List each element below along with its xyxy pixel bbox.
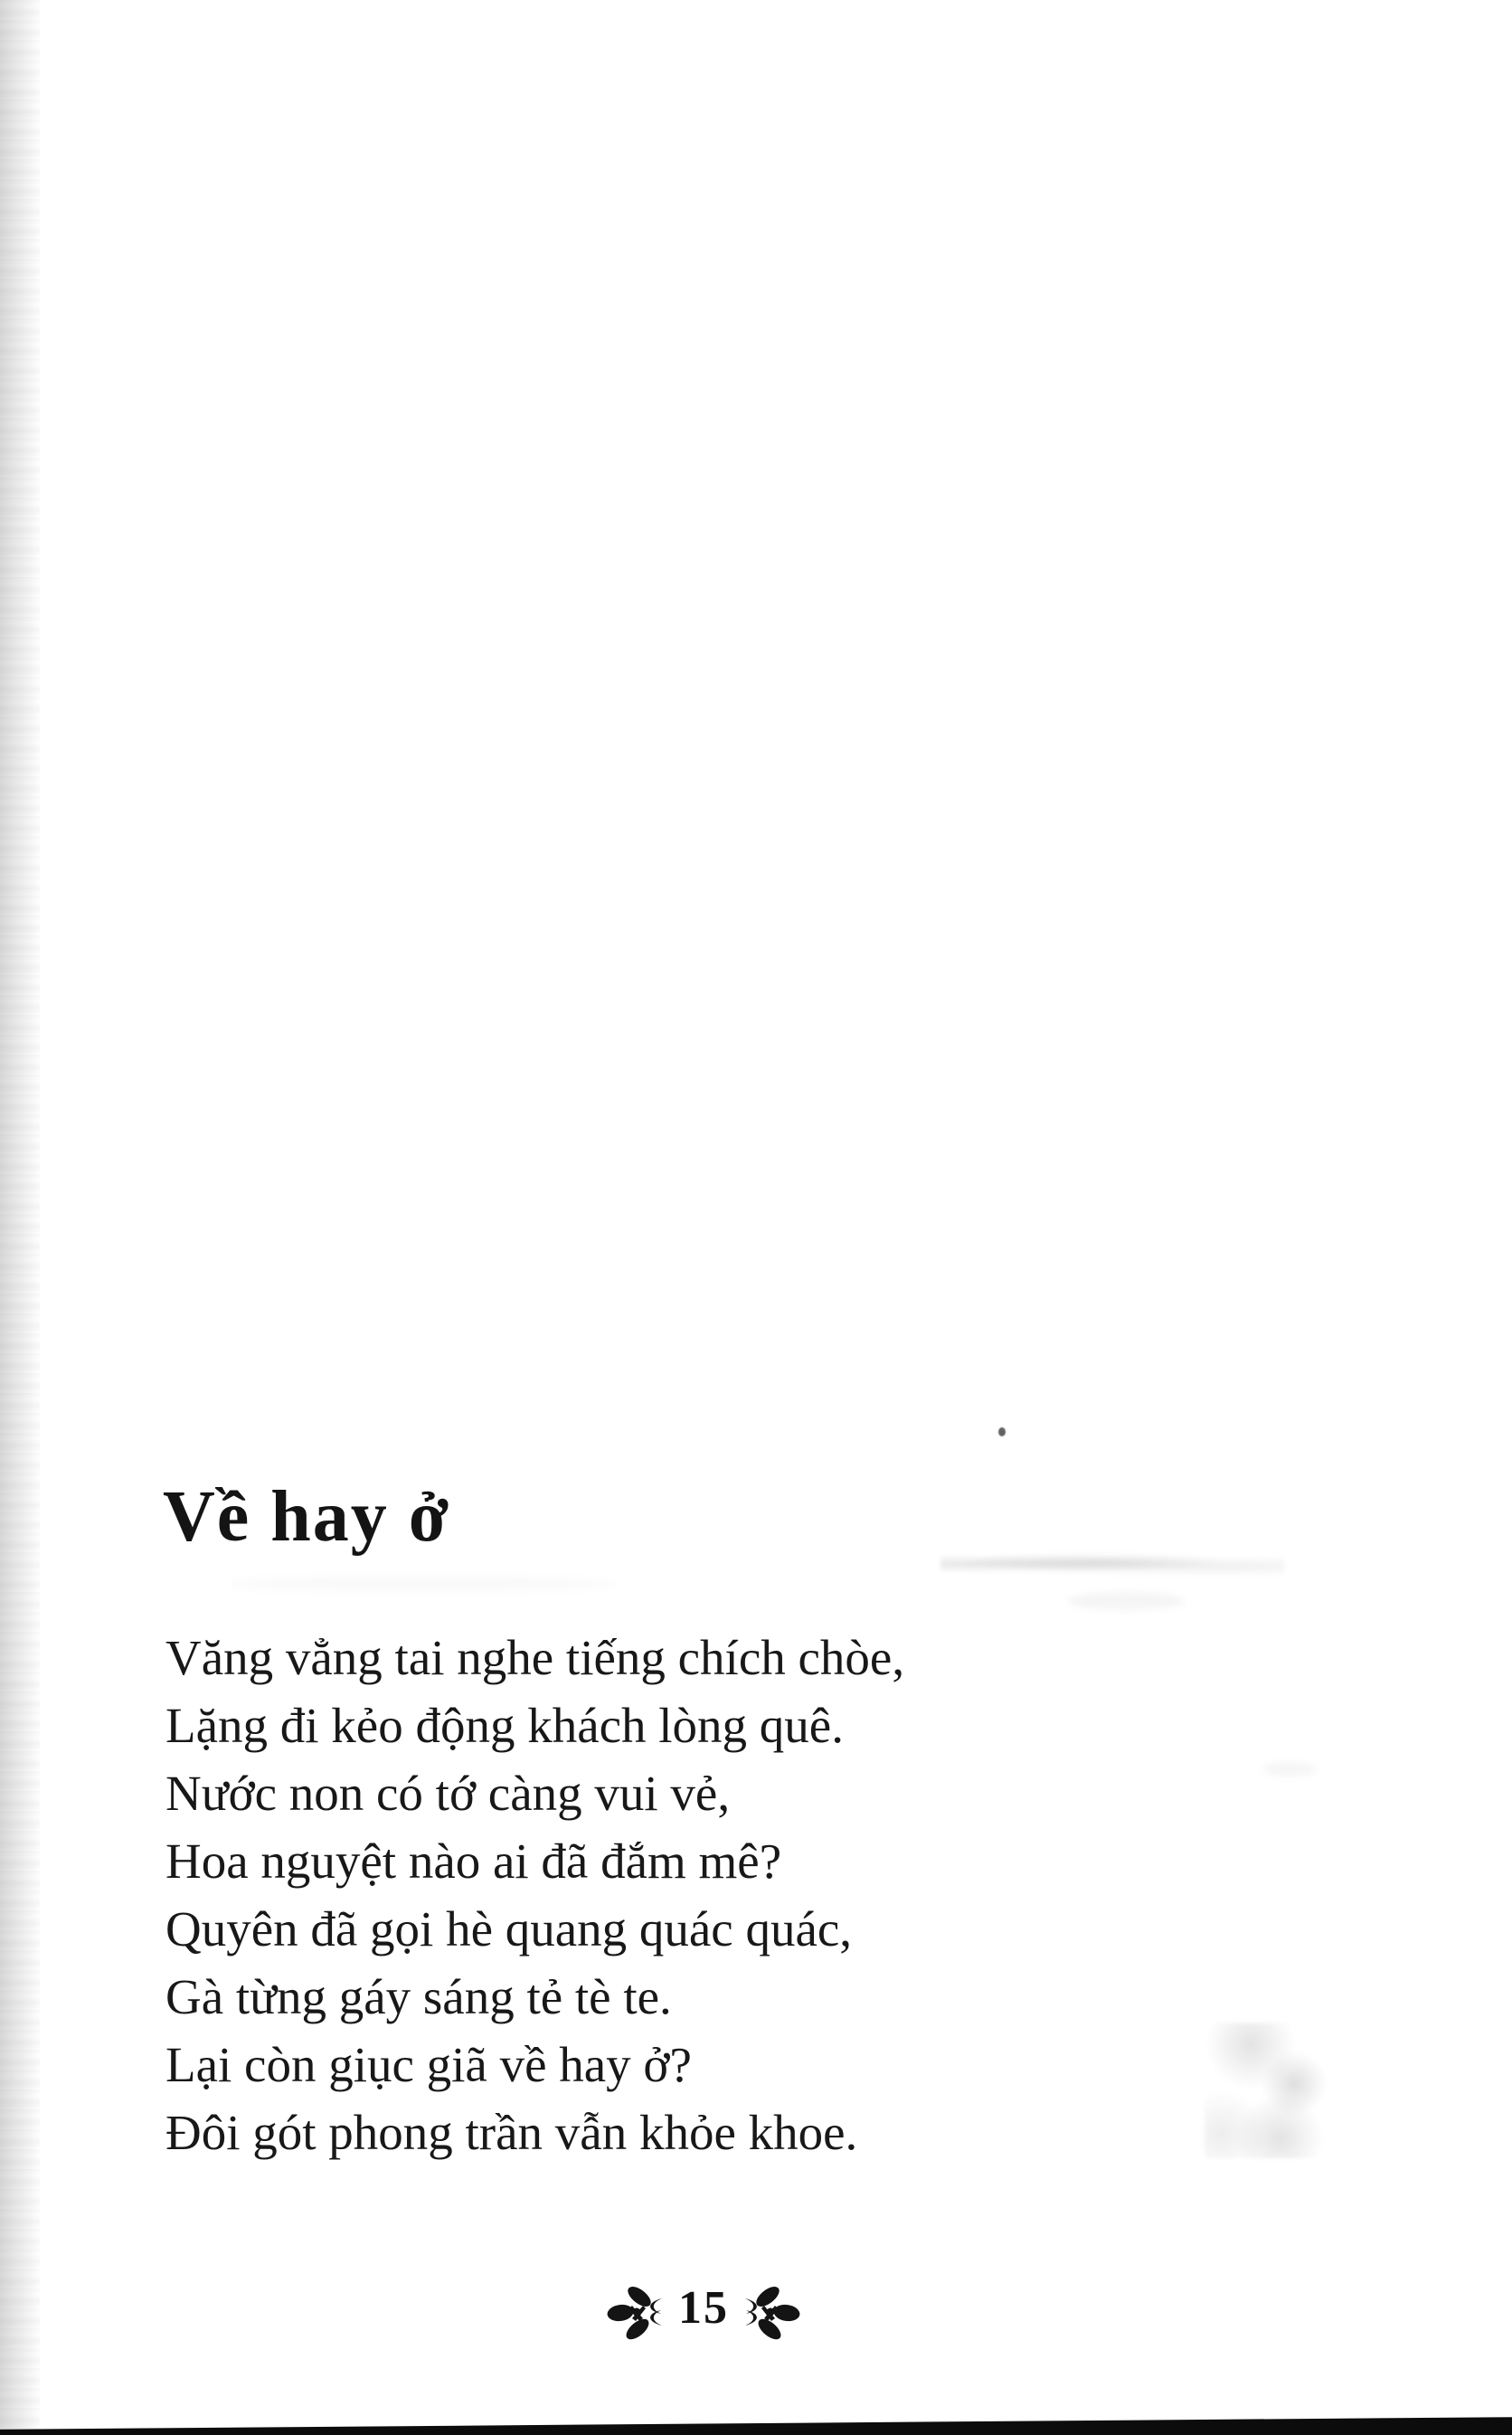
poem-line: Văng vẳng tai nghe tiếng chích chòe, xyxy=(165,1630,905,1685)
poem-line: Lại còn giục giã về hay ở? xyxy=(165,2037,692,2092)
scan-edge-bottom xyxy=(0,2415,1512,2435)
page-number: 15 xyxy=(678,2282,729,2334)
scan-noise-smudge xyxy=(226,1578,615,1590)
scan-noise-smudge xyxy=(1067,1592,1185,1610)
fleuron-sprig-right-icon xyxy=(741,2283,800,2341)
scan-noise-smudge xyxy=(1205,2023,1349,2158)
scan-noise-speck xyxy=(998,1427,1006,1436)
scan-noise-smudge xyxy=(1262,1762,1317,1777)
page-binding-shadow xyxy=(0,0,40,2435)
scan-noise-smudge xyxy=(940,1552,1284,1576)
poem-line: Gà từng gáy sáng tẻ tè te. xyxy=(165,1969,672,2024)
poem-line: Hoa nguyệt nào ai đã đắm mê? xyxy=(165,1833,782,1889)
poem-line: Đôi gót phong trần vẫn khỏe khoe. xyxy=(165,2105,858,2160)
poem-line: Nước non có tớ càng vui vẻ, xyxy=(165,1766,731,1821)
fleuron-sprig-left-icon xyxy=(607,2283,666,2341)
page-footer xyxy=(541,2279,866,2345)
poem-line: Lặng đi kẻo động khách lòng quê. xyxy=(165,1698,844,1753)
poem-title: Về hay ở xyxy=(163,1476,451,1557)
poem-body xyxy=(165,1624,904,2166)
poem-line: Quyên đã gọi hè quang quác quác, xyxy=(165,1901,853,1957)
